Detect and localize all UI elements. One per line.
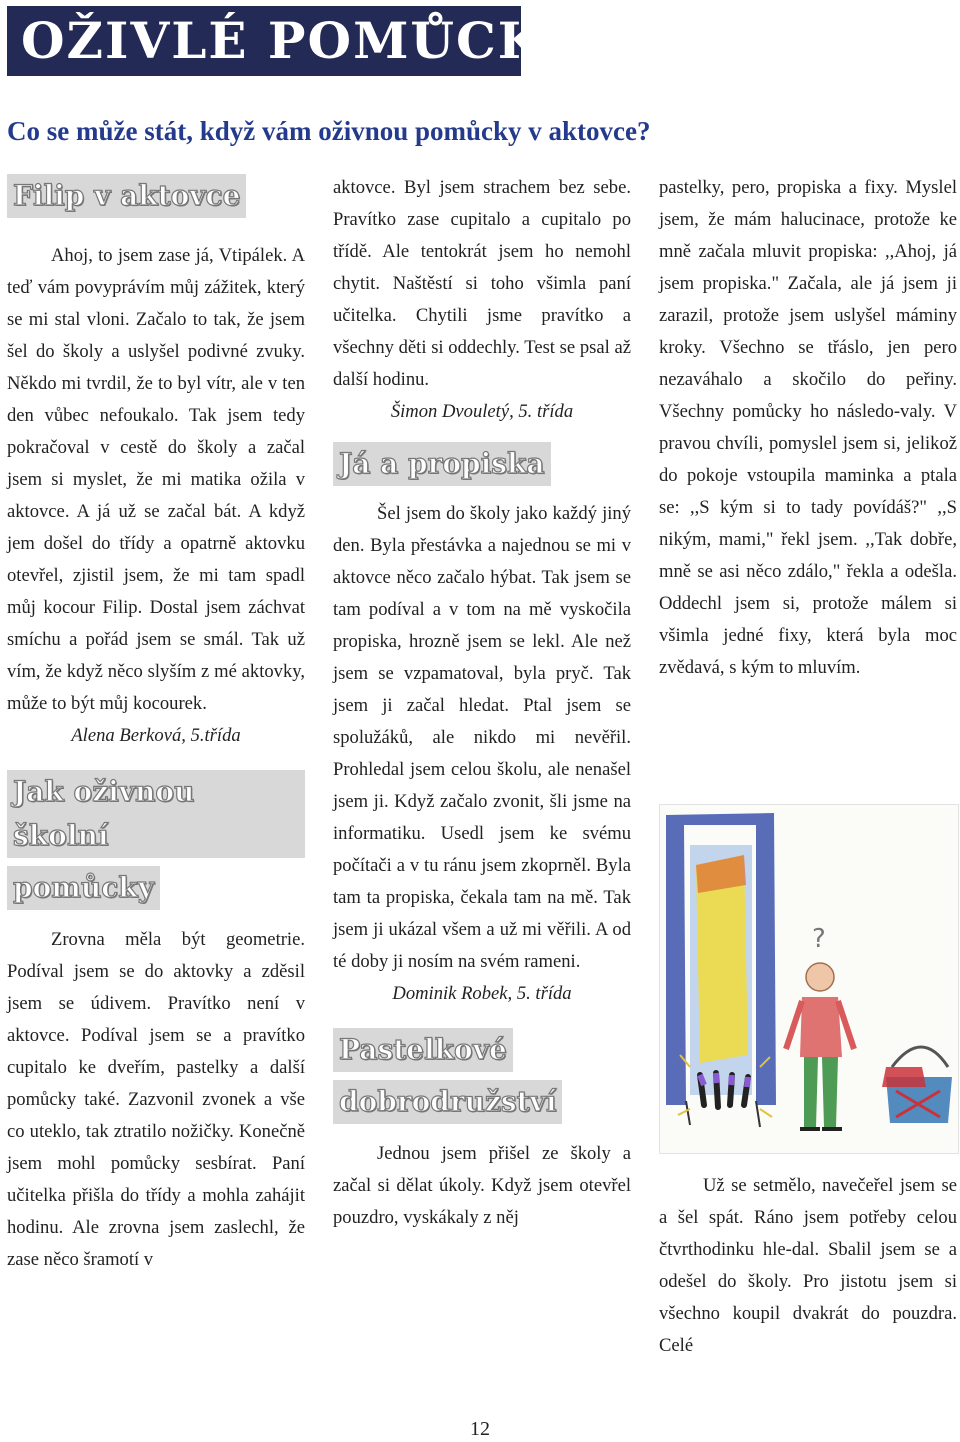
column-3-lower bbox=[659, 1170, 957, 1362]
svg-text:?: ? bbox=[812, 924, 826, 954]
column-1 bbox=[7, 172, 305, 1276]
article-pastelky-text-part2: pastelky, pero, propiska a fixy. Myslel jsem, že mám halucinace, protože ke mně začala mluvit propiska: ,,Ahoj, já jsem propiska." Začala, ale já jsem ji zarazil, protože jsem uslyšel máminy kroky. Všechno se třáslo, jen pero nezaváhalo a skočilo do peřiny. Všechny pomůcky ho následo-valy. V pravou chvíli, pomyslel jsem si, jelikož do pokoje vstoupila maminka a ptala se: ,,S kým si to tady povídáš?" ,,S nikým, mami," řekl jsem. ,,Tak dobře, mně se asi něco zdálo," řekla a odešla. Oddechl jsem si, protože málem si všimla jedné fixy, která byla moc zvědavá, s kým to mluvím. bbox=[659, 177, 957, 678]
drawing-boy bbox=[786, 924, 854, 1129]
column-3 bbox=[659, 172, 957, 684]
article-propiska-heading: Já a propiska bbox=[333, 442, 551, 486]
article-filip-signature: Alena Berková, 5.třída bbox=[71, 725, 241, 746]
article-pomucky-text-part2: aktovce. Byl jsem strachem bez sebe. Pravítko zase cupitalo a cupitalo po třídě. Ale tentokrát jsem ho nemohl chytit. Naštěstí si toho všimla paní učitelka. Chytili jsme pravítko a všechny děti si oddechly. Test se psal až další hodinu. bbox=[333, 177, 631, 390]
banner-title: OŽIVLÉ POMŮCKY bbox=[21, 11, 580, 70]
article-pomucky-heading-line1: Jak oživnou školní bbox=[7, 770, 305, 858]
column-2 bbox=[333, 172, 631, 1234]
article-filip-heading: Filip v aktovce bbox=[7, 174, 246, 218]
article-pastelky-heading-wrap bbox=[333, 1028, 631, 1124]
article-propiska-signature: Dominik Robek, 5. třída bbox=[392, 983, 572, 1004]
drawing-door bbox=[666, 813, 776, 1127]
drawing-bag bbox=[882, 1047, 952, 1123]
article-pomucky-text-part1: Zrovna měla být geometrie. Podíval jsem se do aktovky a zděsil jsem se údivem. Pravítko není v aktovce. Podíval jsem se a pravítko cupitalo ke dveřím, pastelky a další pomůcky také. Zazvonil zvonek a vše co uteklo, tak ztratilo nožičky. Konečně jsem mohl pomůcky sesbírat. Paní učitelka přišla do třídy a mohla zahájit hodinu. Ale zrovna jsem zaslechl, že zase něco šramotí v bbox=[7, 929, 305, 1270]
article-pastelky-text-part1: Jednou jsem přišel ze školy a začal si dělat úkoly. Když jsem otevřel pouzdro, vyskákaly z něj bbox=[333, 1143, 631, 1228]
article-pastelky-heading-line1: Pastelkové bbox=[333, 1028, 513, 1072]
page-number: 12 bbox=[470, 1418, 490, 1440]
child-drawing bbox=[659, 804, 959, 1154]
article-pastelky-text-part3: Už se setmělo, navečeřel jsem se a šel spát. Ráno jsem potřeby celou čtvrthodinku hle-dal. Sbalil jsem se a odešel do školy. Pro jistotu jsem si všechno koupil dvakrát do pouzdra. Celé bbox=[659, 1175, 957, 1356]
article-pomucky-signature: Šimon Dvouletý, 5. třída bbox=[390, 401, 574, 422]
article-filip-heading-wrap bbox=[7, 174, 305, 218]
article-propiska-heading-wrap bbox=[333, 442, 631, 486]
article-pomucky-heading-line2: pomůcky bbox=[7, 866, 160, 910]
article-pastelky-heading-line2: dobrodružství bbox=[333, 1080, 562, 1124]
drawing-illustration bbox=[660, 805, 958, 1153]
article-propiska-text: Šel jsem do školy jako každý jiný den. Byla přestávka a najednou se mi v aktovce něco začalo hýbat. Tak jsem se tam podíval a v tom na mě vyskočila propiska, hrozně jsem se lekl. Ale než jsem se vzpamatoval, byla pryč. Tak jsem ji začal hledat. Ptal jsem se spolužáků, ale nikdo mi nevěřil. Prohledal jsem celou školu, ale nenašel jsem ji. Když začalo zvonit, šli jsme na informatiku. Usedl jsem ke svému počítači a v tu ránu jsem zkoprněl. Byla tam ta propiska, čekala tam na mě. Tak jsem ji ukázal všem a už mi věřili. A od té doby ji nosím na svém rameni. bbox=[333, 503, 631, 972]
page-banner bbox=[7, 6, 580, 76]
page-subtitle: Co se může stát, když vám oživnou pomůcky v aktovce? bbox=[7, 116, 651, 146]
article-filip-text: Ahoj, to jsem zase já, Vtipálek. A teď vám povyprávím můj zážitek, který se mi stal vloni. Začalo to tak, že jsem šel do školy a uslyšel podivné zvuky. Někdo mi tvrdil, že to byl vítr, ale v ten den vůbec nefoukalo. Tak jsem tedy pokračoval v cestě do školy a začal jsem si myslet, že mi matika ožila v aktovce. A já už se začal bát. A když jem došel do třídy a opatrně aktovku otevřel, zjistil jsem, že mi tam spadl můj kocour Filip. Dostal jsem záchvat smíchu a pořád jsem se smál. Tak už vím, že když něco slyším z mé aktovky, může to být můj kocourek. bbox=[7, 245, 305, 714]
article-pomucky-heading-wrap bbox=[7, 770, 305, 910]
